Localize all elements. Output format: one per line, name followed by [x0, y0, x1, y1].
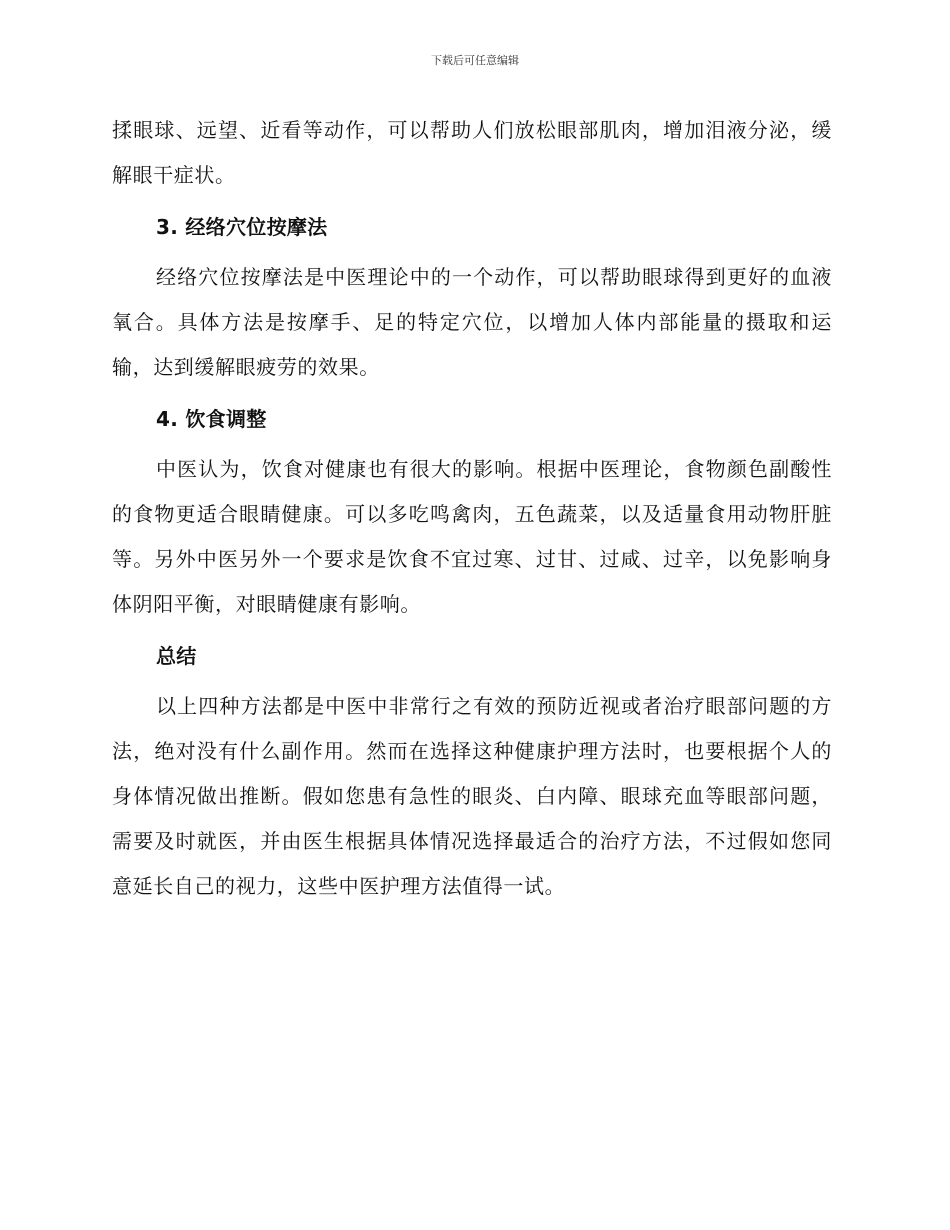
- section-heading-3: 3. 经络穴位按摩法: [156, 215, 328, 239]
- paragraph-acupoint-massage: 经络穴位按摩法是中医理论中的一个动作，可以帮助眼球得到更好的血液氧合。具体方法是按摩手、足的特定穴位，以增加人体内部能量的摄取和运输，达到缓解眼疲劳的效果。: [112, 265, 832, 379]
- paragraph-continued: 揉眼球、远望、近看等动作，可以帮助人们放松眼部肌肉，增加泪液分泌，缓解眼干症状。: [112, 118, 832, 187]
- page-header: 下载后可任意编辑: [431, 54, 519, 67]
- section-heading-summary: 总结: [156, 644, 197, 668]
- document-body: [112, 108, 832, 916]
- paragraph-diet-adjustment: 中医认为，饮食对健康也有很大的影响。根据中医理论，食物颜色副酸性的食物更适合眼睛健康。可以多吃鸣禽肉，五色蔬菜，以及适量食用动物肝脏等。另外中医另外一个要求是饮食不宜过寒、过甘、过咸、过辛，以免影响身体阴阳平衡，对眼睛健康有影响。: [112, 457, 832, 616]
- section-heading-4: 4. 饮食调整: [156, 407, 267, 431]
- paragraph-summary: 以上四种方法都是中医中非常行之有效的预防近视或者治疗眼部问题的方法，绝对没有什么副作用。然而在选择这种健康护理方法时，也要根据个人的身体情况做出推断。假如您患有急性的眼炎、白内障、眼球充血等眼部问题，需要及时就医，并由医生根据具体情况选择最适合的治疗方法，不过假如您同意延长自己的视力，这些中医护理方法值得一试。: [112, 694, 832, 898]
